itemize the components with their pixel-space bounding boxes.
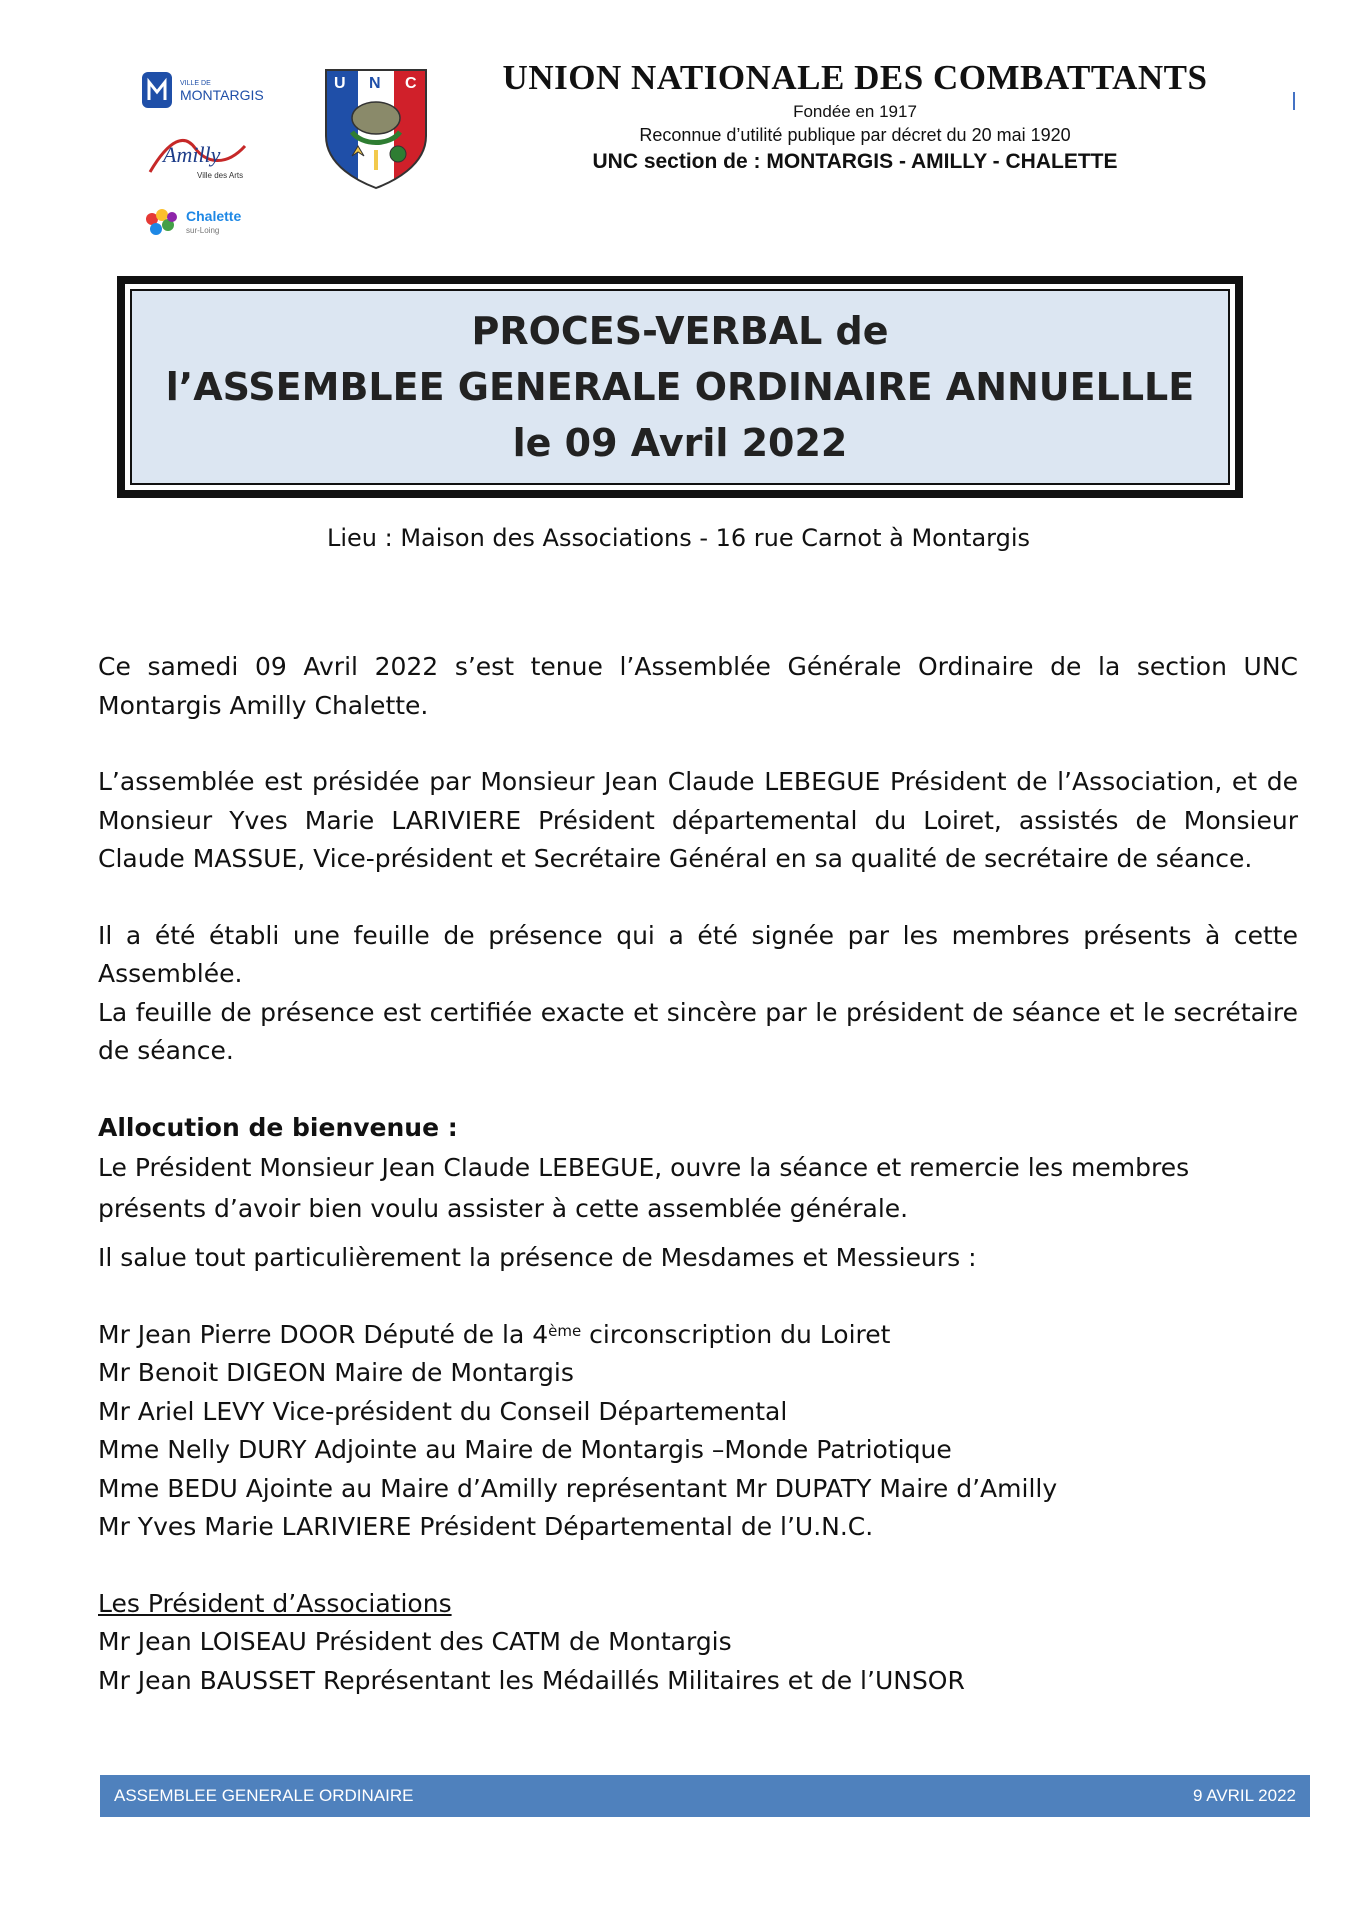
presidency-paragraph: L’assemblée est présidée par Monsieur Jean Claude LEBEGUE Président de l’Association, et de Monsieur Yves Marie LARIVIERE Président départemental du Loiret, assistés de Monsieur Claude MASSUE, Vice-président et Secrétaire Général en sa qualité de secrétaire de séance. [98,767,1298,873]
title-inner [130,289,1230,485]
title-line-1: PROCES-VERBAL de [471,309,889,353]
dignitary-item: Mme BEDU Ajointe au Maire d’Amilly représentant Mr DUPATY Maire d’Amilly [98,1473,1058,1503]
dignitary-1-sup: ème [548,1321,582,1340]
montargis-logo-line1: VILLE DE [180,80,211,87]
dignitary-item: Mr Ariel LEVY Vice-président du Conseil Départemental [98,1396,788,1426]
salute-paragraph: Il salue tout particulièrement la présence de Mesdames et Messieurs : [98,1243,977,1272]
unc-letter-c: C [405,75,417,92]
margin-mark [1293,92,1295,110]
association-member: Mr Jean LOISEAU Président des CATM de Montargis [98,1627,732,1656]
chalette-logo-tagline: sur-Loing [186,226,220,235]
footer-title: ASSEMBLEE GENERALE ORDINAIRE [114,1786,414,1805]
letterhead [440,58,1270,174]
dignitary-item: Mr Benoit DIGEON Maire de Montargis [98,1358,574,1387]
unc-letter-n: N [369,75,381,92]
welcome-heading: Allocution de bienvenue : [98,1112,458,1142]
title-line-2: l’ASSEMBLEE GENERALE ORDINAIRE ANNUELLLE [165,365,1195,409]
chalette-logo-name: Chalette [186,208,242,224]
amilly-logo-tagline: Ville des Arts [197,171,244,180]
intro-paragraph: Ce samedi 09 Avril 2022 s’est tenue l’Assemblée Générale Ordinaire de la section UNC Montargis Amilly Chalette. [98,652,1298,720]
document-body [98,648,1298,1700]
title-line-3: le 09 Avril 2022 [512,421,848,465]
unc-emblem [322,66,430,190]
montargis-logo [140,70,280,110]
organization-name: UNION NATIONALE DES COMBATTANTS [502,58,1208,97]
dignitary-item: Mme Nelly DURY Adjointe au Maire de Montargis –Monde Patriotique [98,1435,952,1464]
amilly-logo-name: Amilly [163,142,221,167]
chalette-logo [142,205,292,239]
founded-year: Fondée en 1917 [793,102,917,121]
recognition-decree: Reconnue d’utilité publique par décret du 20 mai 1920 [639,125,1071,145]
dignitary-item: Mr Yves Marie LARIVIERE Président Départemental de l’U.N.C. [98,1512,874,1541]
attendance-paragraph-1: Il a été établi une feuille de présence qui a été signée par les membres présents à cette Assemblée. [98,920,1298,988]
attendance-paragraph-2: La feuille de présence est certifiée exacte et sincère par le président de séance et le secrétaire de séance. [98,997,1298,1065]
dignitary-item [98,1316,1298,1355]
page-footer [100,1775,1310,1817]
welcome-paragraph: Le Président Monsieur Jean Claude LEBEGUE, ouvre la séance et remercie les membres présents d’avoir bien voulu assister à cette assemblée générale. [98,1153,1190,1223]
montargis-logo-line2: MONTARGIS [180,87,264,103]
logo-group [130,62,440,252]
dignitary-1-post: circonscription du Loiret [581,1319,891,1349]
section-name: UNC section de : MONTARGIS - AMILLY - CHALETTE [592,150,1118,173]
amilly-logo [145,128,255,184]
footer-date: 9 AVRIL 2022 [1192,1786,1296,1805]
meeting-location: Lieu : Maison des Associations - 16 rue Carnot à Montargis [326,524,1031,552]
unc-letter-u: U [334,75,346,92]
dignitary-1-pre: Mr Jean Pierre DOOR Député de la 4 [98,1319,549,1349]
associations-heading: Les Président d’Associations [98,1588,452,1618]
association-member: Mr Jean BAUSSET Représentant les Médaillés Militaires et de l’UNSOR [98,1665,965,1695]
title-box [117,276,1243,498]
